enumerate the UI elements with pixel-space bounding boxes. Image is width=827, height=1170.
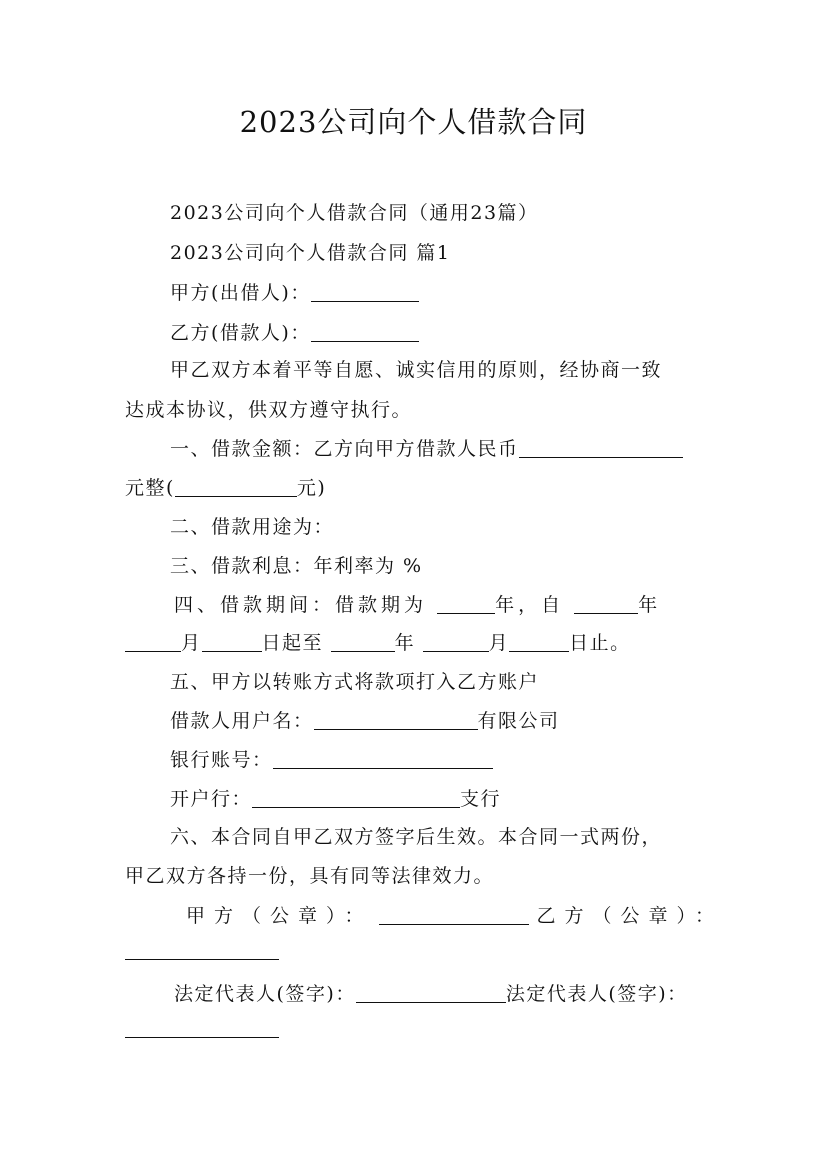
amount-words-close: 元) — [296, 477, 327, 499]
representative-line — [174, 979, 688, 1006]
start-year-label: 年 — [638, 594, 662, 616]
rep-a-blank — [356, 983, 506, 1003]
clause-1-line-1 — [170, 434, 683, 461]
start-month-label: 月 — [181, 632, 202, 654]
party-a-line — [170, 278, 419, 305]
subtitle: 2023公司向个人借款合同（通用23篇） — [170, 202, 539, 224]
account-name-suffix: 有限公司 — [477, 710, 560, 732]
bank-branch-line — [170, 784, 501, 811]
term-years-blank — [437, 594, 495, 614]
clause-6-line-2: 甲乙双方各持一份，具有同等法律效力。 — [125, 865, 495, 887]
bank-account-line — [170, 745, 493, 772]
bank-account-blank — [273, 749, 493, 769]
clause-1-prefix: 一、借款金额：乙方向甲方借款人民币 — [170, 438, 519, 460]
clause-4-prefix: 四、借款期间：借款期为 — [174, 594, 428, 616]
rep-b-blank — [125, 1018, 279, 1038]
start-month-blank — [125, 632, 181, 652]
clause-2: 二、借款用途为： — [170, 516, 335, 538]
rep-a-label: 法定代表人(签字)： — [174, 983, 356, 1005]
end-month-blank — [423, 632, 489, 652]
loan-amount-blank — [519, 438, 683, 458]
bank-account-label: 银行账号： — [170, 749, 273, 771]
end-day-blank — [509, 632, 569, 652]
amount-words-open: 元整( — [125, 477, 175, 499]
year-label: 年 — [495, 594, 519, 616]
seal-a-blank — [379, 905, 529, 925]
bank-branch-label: 开户行： — [170, 788, 253, 810]
party-a-blank — [311, 282, 419, 302]
clause-5: 五、甲方以转账方式将款项打入乙方账户 — [170, 671, 540, 693]
seal-a-label: 甲方（公章）： — [186, 905, 373, 927]
rep-b-line — [125, 1018, 279, 1040]
start-year-blank — [574, 594, 638, 614]
end-month-label: 月 — [488, 632, 510, 654]
seal-line — [186, 901, 723, 928]
bank-branch-suffix: 支行 — [460, 788, 502, 810]
intro-line-2: 达成本协议，供双方遵守执行。 — [125, 399, 413, 421]
end-day-label: 日止。 — [569, 632, 631, 654]
start-day-blank — [202, 632, 262, 652]
bank-branch-blank — [252, 788, 460, 808]
intro-line-1: 甲乙双方本着平等自愿、诚实信用的原则，经协商一致 — [170, 359, 663, 381]
seal-b-line — [125, 940, 279, 962]
from-label: ，自 — [518, 594, 565, 616]
seal-b-label: 乙方（公章）： — [536, 905, 724, 927]
document-title: 2023公司向个人借款合同 — [239, 105, 588, 139]
clause-6-line-1: 六、本合同自甲乙双方签字后生效。本合同一式两份， — [170, 826, 663, 848]
rep-b-label: 法定代表人(签字)： — [505, 983, 688, 1005]
end-year-blank — [331, 632, 395, 652]
seal-b-blank — [125, 940, 279, 960]
account-name-blank — [314, 710, 478, 730]
clause-4-line-2 — [125, 628, 631, 655]
account-name-label: 借款人用户名： — [170, 710, 314, 732]
clause-3: 三、借款利息：年利率为 % — [170, 555, 423, 577]
start-day-label: 日起至 — [261, 632, 324, 654]
party-b-label: 乙方(借款人)： — [170, 322, 311, 344]
account-name-line — [170, 706, 560, 733]
party-b-line — [170, 318, 419, 345]
section-heading: 2023公司向个人借款合同 篇1 — [170, 242, 451, 264]
end-year-label: 年 — [394, 632, 416, 654]
clause-1-line-2 — [125, 473, 326, 500]
amount-figure-blank — [175, 477, 297, 497]
party-a-label: 甲方(出借人)： — [170, 282, 311, 304]
clause-4-line-1 — [174, 590, 661, 617]
party-b-blank — [311, 322, 419, 342]
